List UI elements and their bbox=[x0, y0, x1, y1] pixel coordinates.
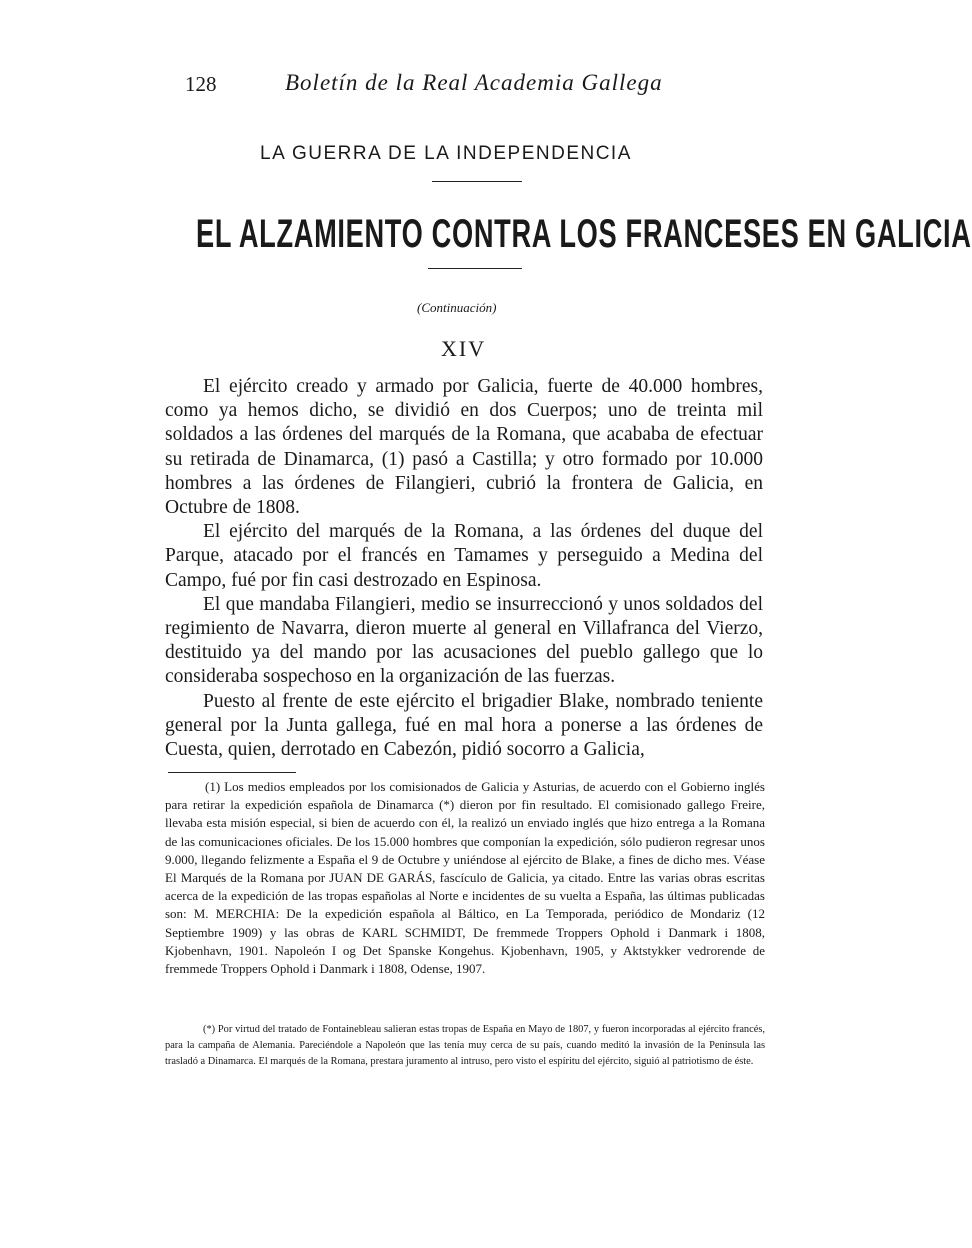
footnote-text: (1) Los medios empleados por los comisionados de Galicia y Asturias, de acuerdo con el Gobierno inglés para retirar la expedición española de Dinamarca (*) dieron por fin resultado. El comisionado gallego Freire, llevaba esta misión especial, si bien de acuerdo con él, la realizó un enviado inglés que hizo entrega a la Romana de las comunicaciones oficiales. De los 15.000 hombres que componían la expedición, sólo pudieron regresar unos 9.000, llegando felizmente a España el 9 de Octubre y uniéndose al ejército de Blake, a fines de dicho mes. Véase El Marqués de la Romana por JUAN DE GARÁS, fascículo de Galicia, ya citado. Entre las varias obras escritas acerca de la expedición de las tropas españolas al Norte e incidentes de su vuelta a España, las últimas publicadas son: M. MERCHIA: De la expedición española al Báltico, en La Temporada, periódico de Mondariz (12 Septiembre 1909) y las obras de KARL SCHMIDT, De fremmede Troppers Ophold i Danmark i 1808, Kjobenhavn, 1901. Napoleón I og Det Spanske Kongehus. Kjobenhavn, 1905, y Aktstykker vedrorende de fremmede Troppers Ophold i Danmark i 1808, Odense, 1907. bbox=[165, 779, 765, 977]
section-title: LA GUERRA DE LA INDEPENDENCIA bbox=[260, 143, 632, 164]
paragraph: Puesto al frente de este ejército el brigadier Blake, nombrado teniente general por la Junta gallega, fué en mal hora a ponerse a las órdenes de Cuesta, quien, derrotado en Cabezón, pidió socorro a Galicia, bbox=[165, 690, 763, 761]
footnote-separator bbox=[168, 772, 296, 773]
paragraph: El que mandaba Filangieri, medio se insurreccionó y unos soldados del regimiento de Navarra, dieron muerte al general en Villafranca del Vierzo, destituido ya del mando por las acusaciones del pueblo gallego que lo consideraba sospechoso en la organización de las fuerzas. bbox=[165, 593, 763, 688]
paragraph: El ejército del marqués de la Romana, a las órdenes del duque del Parque, atacado por el francés en Tamames y perseguido a Medina del Campo, fué por fin casi destrozado en Espinosa. bbox=[165, 521, 763, 591]
footnote-text: (*) Por virtud del tratado de Fontainebleau salieran estas tropas de España en Mayo de 1807, y fueron incorporadas al ejército francés, para la campaña de Alemania. Pareciéndole a Napoleón que las tenía muy cerca de su país, cuando meditó la invasión de la Península las trasladó a Dinamarca. El marqués de la Romana, prestara juramento al intruso, pero visto el espíritu del ejército, siguió al patriotismo de éste. bbox=[165, 1024, 765, 1067]
article-title: EL ALZAMIENTO CONTRA LOS FRANCESES EN GALICIA bbox=[196, 212, 972, 256]
paragraph: El ejército creado y armado por Galicia, fuerte de 40.000 hombres, como ya hemos dicho, se dividió en dos Cuerpos; uno de treinta mil soldados a las órdenes del marqués de la Romana, que acababa de efectuar su retirada de Dinamarca, (1) pasó a Castilla; y otro formado por 10.000 hombres a las órdenes de Filangieri, cubrió la frontera de Galicia, en Octubre de 1808. bbox=[165, 376, 763, 519]
title-divider-lower bbox=[428, 268, 522, 269]
page-number: 128 bbox=[185, 72, 217, 96]
continuation-note: (Continuación) bbox=[417, 300, 497, 315]
title-divider bbox=[432, 181, 522, 182]
footnote-asterisk bbox=[165, 1022, 765, 1070]
footnote-1 bbox=[165, 778, 765, 978]
running-header bbox=[185, 70, 663, 100]
chapter-number: XIV bbox=[441, 336, 487, 361]
body-text bbox=[165, 375, 763, 762]
journal-title: Boletín de la Real Academia Gallega bbox=[285, 70, 663, 95]
